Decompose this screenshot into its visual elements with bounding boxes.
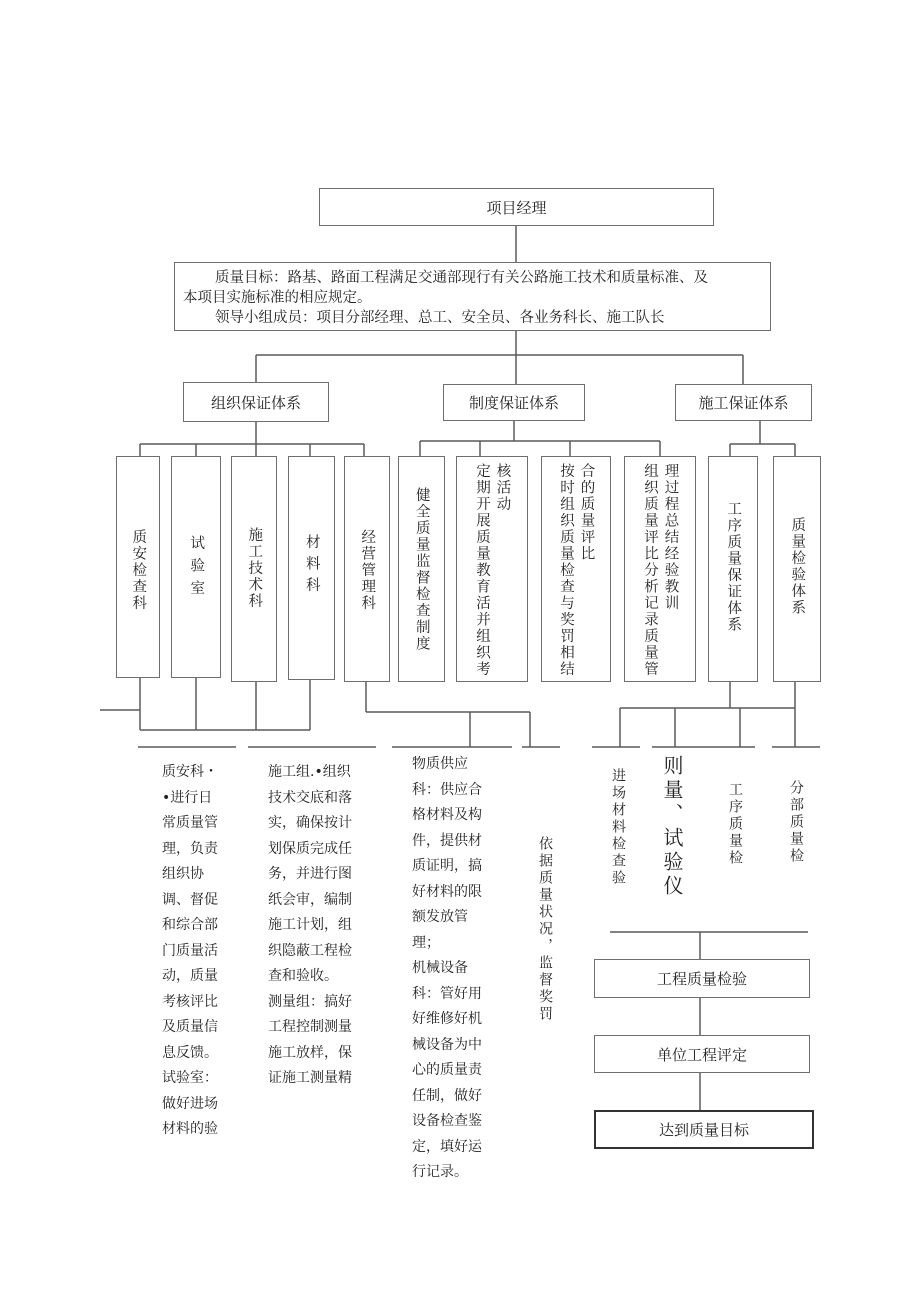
column-quality-inspection-system [773,456,821,682]
column-operations-management-label: 经营管理科 [359,529,376,612]
column-quality-inspection-label-b: 合的质量评比 [578,463,595,562]
construction-assurance-system-box [675,384,812,421]
column-safety-inspection [116,456,160,678]
construction-assurance-system-label: 施工保证体系 [698,394,789,412]
text-supervision-reward: 依据质量状况，监督奖罚 [537,836,553,1023]
quality-goal-achieved-label: 达到质量目标 [658,1121,749,1139]
column-process-quality [708,456,758,682]
project-manager-label: 项目经理 [486,198,547,217]
text-subsection-quality-check: 分部质量检 [788,780,804,865]
column-quality-inspection-label-a: 按时组织质量检查与奖罚相结 [558,463,574,678]
engineering-quality-inspection-box [594,959,810,998]
column-materials [288,456,335,680]
column-construction-tech [231,456,277,682]
column-quality-inspection [541,456,611,682]
org-assurance-system-label: 组织保证体系 [210,393,301,412]
column-laboratory-label: 试验室 [188,535,205,603]
column-materials-label: 材料科 [303,534,320,599]
column-quality-analysis-label-b: 理过程总结经验教训 [662,463,679,612]
rule-assurance-system-box [443,384,585,421]
quality-objective-box [174,262,771,331]
quality-objective-line1: 质量目标：路基、路面工程满足交通部现行有关公路施工技术和质量标准、及 [215,270,708,286]
text-measurement-instruments: 则量、试验仪 [660,755,684,899]
column-laboratory [171,456,221,678]
column-supervision-system [398,456,445,682]
org-assurance-system-box [183,382,329,422]
column-quality-analysis [624,456,696,682]
text-incoming-materials: 进场材料检查验 [610,768,626,887]
quality-objective-line2: 本项目实施标准的相应规定。 [183,290,372,306]
column-quality-education [456,456,528,682]
column-safety-inspection-label: 质安检查科 [130,529,147,612]
column-quality-analysis-label-a: 组织质量评比分析记录质量管 [642,463,658,678]
column-process-quality-label: 工序质量保证体系 [725,501,742,633]
column-quality-education-label-a: 定期开展质量教育活并组织考 [474,463,490,678]
column-operations-management [344,456,390,682]
column-quality-inspection-system-label: 质量检验体系 [789,517,806,616]
project-manager-box [319,188,714,226]
text-safety-lab-duties: 质安科・ •进行日 常质量管理，负责 组织协 调、督促 和综合部 门质量活 动，质量 考核评比 及质量信 息反馈。 试验室： 做好进场 材料的验 [162,764,218,1137]
column-construction-tech-label: 施工技术科 [246,527,263,610]
column-supervision-system-label: 健全质量监督检查制度 [413,487,430,652]
rule-assurance-system-label: 制度保证体系 [468,394,559,412]
engineering-quality-inspection-label: 工程质量检验 [656,970,747,988]
unit-project-evaluation-label: 单位工程评定 [656,1045,747,1064]
quality-goal-achieved-box [594,1110,814,1149]
text-construction-survey-duties: 施工组.•组织 技术交底和落 实，确保按计 划保质完成任 务，并进行图 纸会审，编制 施工计划，组 织隐蔽工程检 查和验收。 测量组：搞好 工程控制测量 施工放样，保 证施工测量精 [268,764,352,1086]
text-materials-machinery-duties: 物质供应 科：供应合 格材料及构 件，提供材 质证明，搞 好材料的限 额发放管 理； 机械设备 科：管好用 好维修好机 械设备为中 心的质量责 任制，做好 设备检查鉴 定，填好运 行记录。 [412,756,482,1180]
text-process-quality-check: 工序质量检 [727,782,743,867]
column-quality-education-label-b: 核活动 [494,463,511,513]
leadership-group-line: 领导小组成员：项目分部经理、总工、安全员、各业务科长、施工队长 [215,310,665,326]
unit-project-evaluation-box [594,1035,810,1073]
